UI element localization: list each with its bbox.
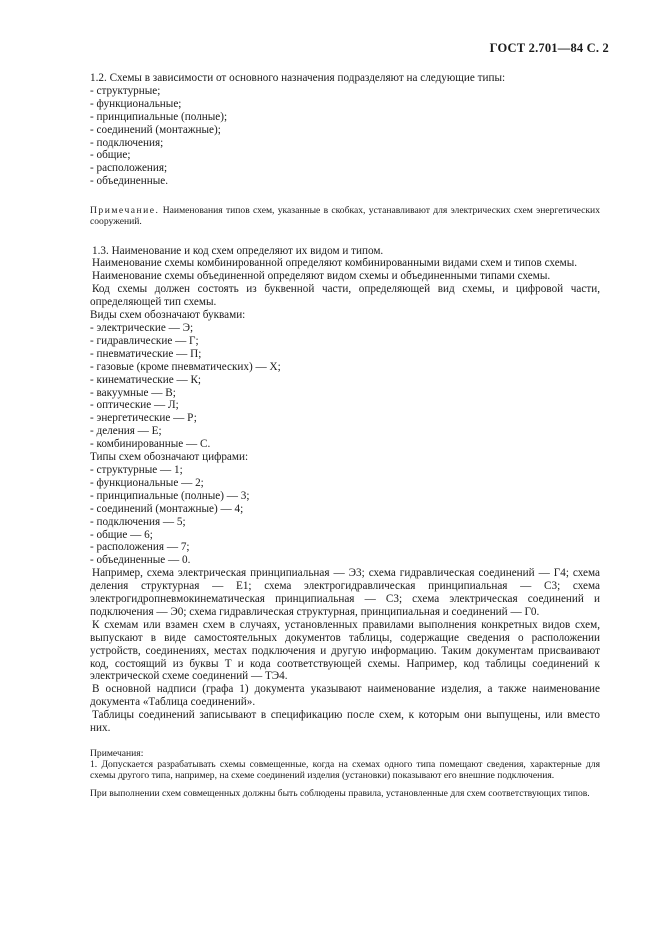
kind-item: - пневматические — П;: [90, 347, 202, 360]
type-item: - принципиальные (полные) — 3;: [90, 489, 250, 502]
types-list: [90, 464, 600, 567]
types-intro: Типы схем обозначают цифрами:: [90, 451, 249, 464]
notes-title: Примечания:: [90, 748, 144, 759]
sec13-p4: Код схемы должен состоять из буквенной части, определяющей вид схемы, и цифровой части, определяющей тип схемы.: [90, 283, 600, 309]
sec12-item: - принципиальные (полные);: [90, 110, 228, 123]
kind-item: - комбинированные — С.: [90, 438, 211, 451]
type-item: - расположения — 7;: [90, 541, 190, 554]
kind-item: - энергетические — Р;: [90, 412, 197, 425]
type-item: - структурные — 1;: [90, 463, 183, 476]
sec12-list: [90, 85, 600, 188]
sec13-spec: Таблицы соединений записывают в спецификацию после схем, к которым они выпущены, или вместо них.: [90, 709, 600, 735]
sec12-item: - расположения;: [90, 162, 168, 175]
kind-item: - гидравлические — Г;: [90, 334, 199, 347]
kind-item: - кинематические — К;: [90, 373, 202, 386]
note-label: Примечание.: [90, 205, 160, 217]
type-item: - соединений (монтажные) — 4;: [90, 502, 244, 515]
note-1: 1. Допускается разрабатывать схемы совмещенные, когда на схемах одного типа помещают сведения, характерные для схемы другого типа, например, на схеме соединений изделия (установки) показывают его внешние подключения.: [90, 759, 600, 782]
kinds-list: [90, 322, 600, 451]
sec12-item: - объединенные.: [90, 175, 169, 188]
sec12-item: - общие;: [90, 149, 131, 162]
type-item: - объединенные — 0.: [90, 554, 191, 567]
sec13-p2: Наименование схемы комбинированной определяют комбинированными видами схем и типов схемы.: [92, 257, 578, 270]
sec13-p1: 1.3. Наименование и код схем определяют их видом и типом.: [92, 244, 384, 257]
note-text: Наименования типов схем, указанные в скобках, устанавливают для электрических схем энергетических сооружений.: [90, 205, 600, 228]
type-item: - функциональные — 2;: [90, 476, 204, 489]
kinds-intro: Виды схем обозначают буквами:: [90, 309, 246, 322]
sec12-intro: 1.2. Схемы в зависимости от основного назначения подразделяют на следующие типы:: [90, 72, 506, 84]
kind-item: - газовые (кроме пневматических) — Х;: [90, 360, 281, 373]
page-header: ГОСТ 2.701—84 С. 2: [489, 41, 609, 55]
sec13-p3: Наименование схемы объединенной определяют видом схемы и объединенными типами схемы.: [92, 270, 551, 283]
sec13-tables: К схемам или взамен схем в случаях, установленных правилами выполнения конкретных видов схем, выпускают в виде самостоятельных документов таблицы, содержащие сведения о расположении устройств, соединениях, местах подключения и другую информацию. Таким документам присваивают код, состоящий из буквы Т и кода соответствующей схемы. Например, код таблицы соединений к электрической схеме соединений — ТЭ4.: [90, 618, 600, 683]
kind-item: - деления — Е;: [90, 425, 162, 438]
sec12-item: - структурные;: [90, 84, 161, 97]
sec13-inscription: В основной надписи (графа 1) документа указывают наименование изделия, а также наименование документа «Таблица соединений».: [90, 683, 600, 709]
kind-item: - вакуумные — В;: [90, 386, 176, 399]
sec12-item: - подключения;: [90, 136, 164, 149]
sec12-note: [90, 205, 600, 227]
type-item: - общие — 6;: [90, 528, 153, 541]
kind-item: - электрические — Э;: [90, 322, 194, 334]
sec13-example: Например, схема электрическая принципиальная — Э3; схема гидравлическая соединений — Г4; схема деления структурная — Е1; схема электрогидравлическая принципиальная — С3; схема электрогидропневмокинематическая принципиальная — С3; схема электрическая соединений и подключения — Э0; схема гидравлическая структурная, принципиальная и соединений — Г0.: [90, 567, 600, 618]
sec12-item: - функциональные;: [90, 97, 182, 110]
sec12-item: - соединений (монтажные);: [90, 123, 221, 136]
page-content: [90, 72, 600, 799]
type-item: - подключения — 5;: [90, 515, 186, 528]
note-2: При выполнении схем совмещенных должны быть соблюдены правила, установленные для схем соответствующих типов.: [90, 787, 590, 799]
kind-item: - оптические — Л;: [90, 399, 179, 412]
